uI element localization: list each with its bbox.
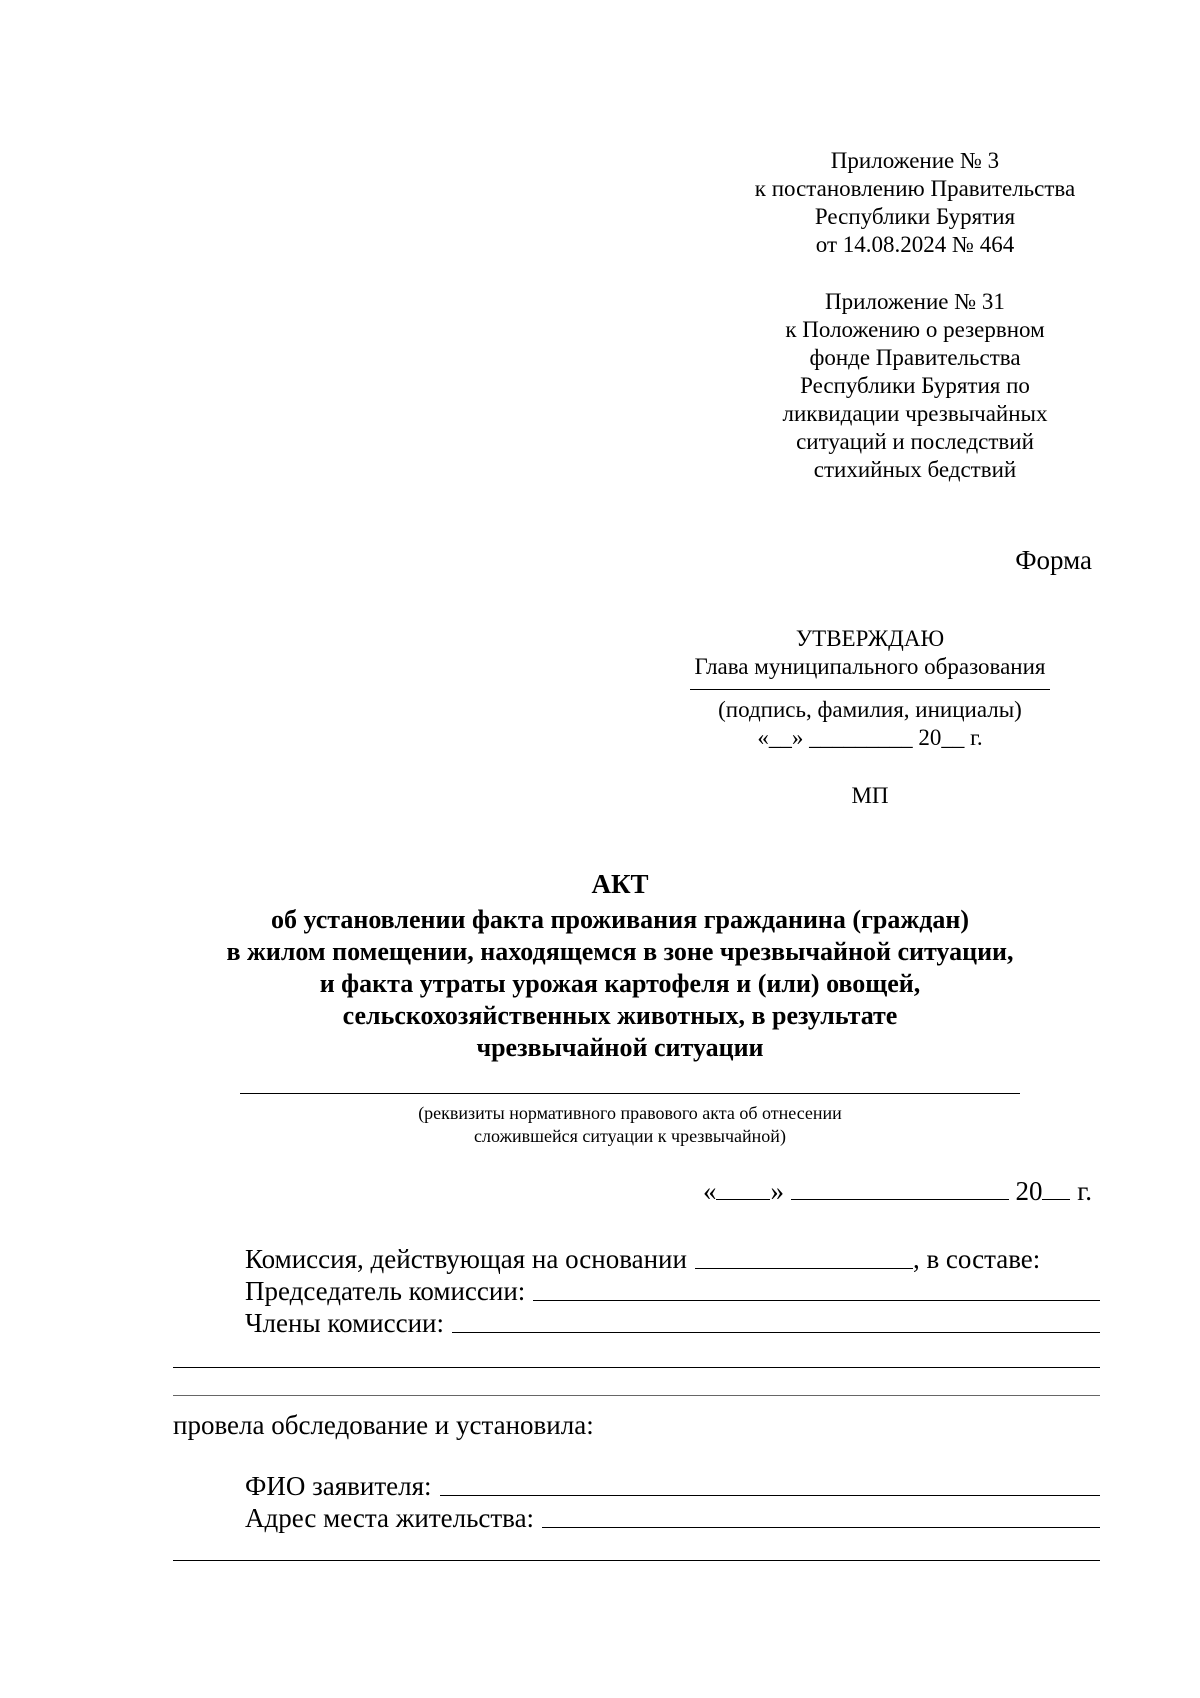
- act-title-line-1: об установлении факта проживания гражданина (граждан): [271, 905, 969, 934]
- commission-chair-label: Председатель комиссии:: [245, 1276, 526, 1306]
- stamp-label: МП: [851, 783, 889, 808]
- address-blank[interactable]: [542, 1527, 1100, 1528]
- act-title: [140, 868, 1100, 1064]
- applicant-row: [245, 1470, 1100, 1502]
- signature-caption: (подпись, фамилия, инициалы): [718, 697, 1022, 722]
- address-row: [245, 1502, 1100, 1534]
- commission-members-label: Члены комиссии:: [245, 1308, 444, 1338]
- commission-basis-blank[interactable]: [695, 1268, 913, 1269]
- approval-heading: УТВЕРЖДАЮ: [795, 626, 945, 651]
- appendix-31-line-3: фонде Правительства: [809, 345, 1021, 370]
- requisites-line[interactable]: [240, 1093, 1020, 1094]
- address-extra-line[interactable]: [173, 1560, 1100, 1561]
- approval-position: Глава муниципального образования: [694, 654, 1046, 679]
- commission-basis-row: [245, 1243, 1100, 1275]
- requisites-caption: [300, 1102, 960, 1148]
- findings-intro: провела обследование и установила:: [173, 1410, 594, 1440]
- year-prefix: 20: [1015, 1176, 1043, 1206]
- act-title-line-4: сельскохозяйственных животных, в результате: [342, 1001, 898, 1030]
- appendix-3-line-2: к постановлению Правительства: [754, 176, 1076, 201]
- act-date: [703, 1176, 1092, 1207]
- appendix-31-line-2: к Положению о резервном: [785, 317, 1045, 342]
- date-open-quote: «: [702, 1176, 717, 1206]
- appendix-31-line-4: Республики Бурятия по: [800, 373, 1030, 398]
- approval-date: «__» _________ 20__ г.: [757, 725, 983, 750]
- address-label: Адрес места жительства:: [245, 1503, 535, 1533]
- approval-block: [660, 625, 1080, 810]
- month-blank[interactable]: [791, 1177, 1009, 1200]
- commission-basis-suffix: , в составе:: [912, 1244, 1041, 1274]
- requisites-caption-line-2: сложившейся ситуации к чрезвычайной): [474, 1126, 786, 1146]
- appendix-3-line-4: от 14.08.2024 № 464: [815, 232, 1015, 257]
- appendix-31-line-1: Приложение № 31: [825, 289, 1005, 314]
- act-title-line-2: в жилом помещении, находящемся в зоне чрезвычайной ситуации,: [226, 937, 1014, 966]
- commission-members-row: [245, 1307, 1100, 1339]
- appendix-3-line-1: Приложение № 3: [830, 148, 1000, 173]
- applicant-label: ФИО заявителя:: [245, 1471, 432, 1501]
- appendix-31-block: [700, 288, 1130, 484]
- appendix-31-line-7: стихийных бедствий: [813, 457, 1017, 482]
- commission-members-blank[interactable]: [452, 1332, 1100, 1333]
- year-blank[interactable]: [1042, 1177, 1070, 1200]
- members-extra-line-2[interactable]: [173, 1395, 1100, 1396]
- requisites-caption-line-1: (реквизиты нормативного правового акта об отнесении: [418, 1103, 842, 1123]
- applicant-blank[interactable]: [440, 1495, 1100, 1496]
- commission-basis-label: Комиссия, действующая на основании: [245, 1244, 687, 1274]
- day-blank[interactable]: [716, 1177, 770, 1200]
- members-extra-line-1[interactable]: [173, 1367, 1100, 1368]
- appendix-31-line-6: ситуаций и последствий: [796, 429, 1034, 454]
- appendix-3-block: [700, 147, 1130, 259]
- act-title-line-5: чрезвычайной ситуации: [476, 1033, 764, 1062]
- act-title-line-3: и факта утраты урожая картофеля и (или) овощей,: [319, 969, 921, 998]
- signature-line[interactable]: [690, 689, 1050, 690]
- year-suffix: г.: [1077, 1176, 1092, 1206]
- form-label: Форма: [1015, 545, 1092, 575]
- date-close-quote: »: [770, 1176, 784, 1206]
- commission-chair-blank[interactable]: [533, 1300, 1100, 1301]
- commission-chair-row: [245, 1275, 1100, 1307]
- act-heading: АКТ: [591, 869, 649, 899]
- appendix-31-line-5: ликвидации чрезвычайных: [782, 401, 1048, 426]
- appendix-3-line-3: Республики Бурятия: [814, 204, 1016, 229]
